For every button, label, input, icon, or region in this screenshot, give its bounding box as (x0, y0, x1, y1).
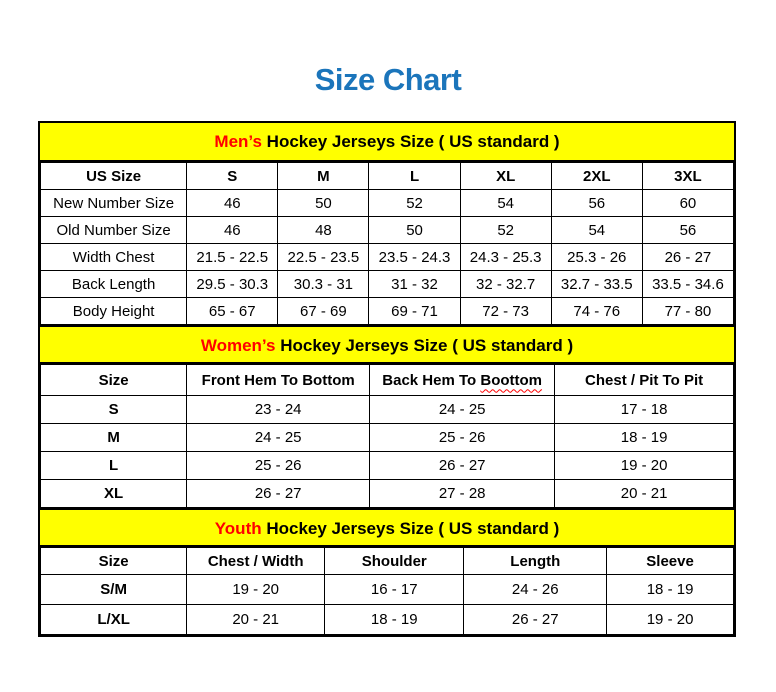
table-cell: 33.5 - 34.6 (642, 271, 733, 298)
table-cell: 24 - 25 (187, 424, 370, 452)
table-cell: 67 - 69 (278, 298, 369, 325)
table-cell: 65 - 67 (187, 298, 278, 325)
youth-section-highlight: Youth (214, 519, 262, 538)
youth-size-table (40, 547, 734, 635)
row-label: M (41, 424, 187, 452)
table-cell: 19 - 20 (187, 575, 325, 605)
table-row (41, 244, 734, 271)
womens-header-row (41, 365, 734, 396)
table-cell: 74 - 76 (551, 298, 642, 325)
table-row (41, 217, 734, 244)
table-cell: 60 (642, 190, 733, 217)
table-cell: 54 (460, 190, 551, 217)
youth-header-row (41, 548, 734, 575)
column-header: XL (460, 163, 551, 190)
mens-header-row (41, 163, 734, 190)
table-cell: 19 - 20 (607, 605, 734, 635)
youth-section-banner (40, 508, 734, 547)
column-header: L (369, 163, 460, 190)
table-row (41, 480, 734, 508)
column-header (370, 365, 555, 396)
table-cell: 27 - 28 (370, 480, 555, 508)
table-cell: 50 (278, 190, 369, 217)
table-cell: 24.3 - 25.3 (460, 244, 551, 271)
column-header: Shoulder (325, 548, 464, 575)
column-header: Sleeve (607, 548, 734, 575)
mens-section-highlight: Men’s (214, 132, 262, 151)
column-header-text: Back Hem To (382, 371, 481, 389)
womens-size-table (40, 364, 734, 508)
table-cell: 25 - 26 (187, 452, 370, 480)
womens-section-title: Hockey Jerseys Size ( US standard ) (275, 336, 574, 355)
column-header: 3XL (642, 163, 733, 190)
table-cell: 52 (369, 190, 460, 217)
table-cell: 18 - 19 (607, 575, 734, 605)
row-label: S/M (41, 575, 187, 605)
row-label: L (41, 452, 187, 480)
table-row (41, 424, 734, 452)
row-label: XL (41, 480, 187, 508)
table-cell: 50 (369, 217, 460, 244)
table-row (41, 605, 734, 635)
mens-section-title: Hockey Jerseys Size ( US standard ) (261, 132, 560, 151)
row-label: S (41, 396, 187, 424)
column-header: US Size (41, 163, 187, 190)
table-cell: 72 - 73 (460, 298, 551, 325)
youth-section-title: Hockey Jerseys Size ( US standard ) (261, 519, 560, 538)
table-cell: 17 - 18 (555, 396, 734, 424)
womens-section-banner (40, 325, 734, 364)
table-cell: 56 (551, 190, 642, 217)
table-cell: 19 - 20 (555, 452, 734, 480)
column-header: Front Hem To Bottom (187, 365, 370, 396)
table-cell: 23 - 24 (187, 396, 370, 424)
column-header: M (278, 163, 369, 190)
table-cell: 46 (187, 217, 278, 244)
table-cell: 46 (187, 190, 278, 217)
table-cell: 20 - 21 (555, 480, 734, 508)
table-cell: 25.3 - 26 (551, 244, 642, 271)
table-row (41, 452, 734, 480)
table-cell: 26 - 27 (370, 452, 555, 480)
table-cell: 24 - 25 (370, 396, 555, 424)
page-title: Size Chart (314, 62, 462, 97)
column-header: Length (464, 548, 607, 575)
table-row (41, 575, 734, 605)
mens-size-table (40, 162, 734, 325)
mens-section (40, 123, 734, 325)
table-cell: 77 - 80 (642, 298, 733, 325)
row-label: New Number Size (41, 190, 187, 217)
row-label: Back Length (41, 271, 187, 298)
table-cell: 32 - 32.7 (460, 271, 551, 298)
mens-section-banner (40, 123, 734, 162)
table-cell: 29.5 - 30.3 (187, 271, 278, 298)
womens-section (40, 325, 734, 508)
table-cell: 56 (642, 217, 733, 244)
row-label: Width Chest (41, 244, 187, 271)
table-cell: 18 - 19 (555, 424, 734, 452)
size-chart-tables (38, 121, 736, 637)
table-row (41, 190, 734, 217)
table-cell: 23.5 - 24.3 (369, 244, 460, 271)
table-cell: 22.5 - 23.5 (278, 244, 369, 271)
misspelled-word: Boottom (480, 371, 543, 389)
table-cell: 20 - 21 (187, 605, 325, 635)
column-header: Chest / Width (187, 548, 325, 575)
youth-section (40, 508, 734, 635)
table-cell: 25 - 26 (370, 424, 555, 452)
table-cell: 48 (278, 217, 369, 244)
table-cell: 18 - 19 (325, 605, 464, 635)
table-cell: 30.3 - 31 (278, 271, 369, 298)
table-cell: 26 - 27 (642, 244, 733, 271)
row-label: L/XL (41, 605, 187, 635)
column-header: Size (41, 548, 187, 575)
table-cell: 26 - 27 (464, 605, 607, 635)
womens-section-highlight: Women’s (200, 336, 276, 355)
table-row (41, 271, 734, 298)
table-row (41, 396, 734, 424)
table-cell: 69 - 71 (369, 298, 460, 325)
row-label: Body Height (41, 298, 187, 325)
table-cell: 32.7 - 33.5 (551, 271, 642, 298)
table-cell: 54 (551, 217, 642, 244)
table-cell: 16 - 17 (325, 575, 464, 605)
column-header: 2XL (551, 163, 642, 190)
table-row (41, 298, 734, 325)
column-header: S (187, 163, 278, 190)
table-cell: 26 - 27 (187, 480, 370, 508)
row-label: Old Number Size (41, 217, 187, 244)
table-cell: 52 (460, 217, 551, 244)
table-cell: 21.5 - 22.5 (187, 244, 278, 271)
column-header: Chest / Pit To Pit (555, 365, 734, 396)
table-cell: 24 - 26 (464, 575, 607, 605)
column-header: Size (41, 365, 187, 396)
table-cell: 31 - 32 (369, 271, 460, 298)
